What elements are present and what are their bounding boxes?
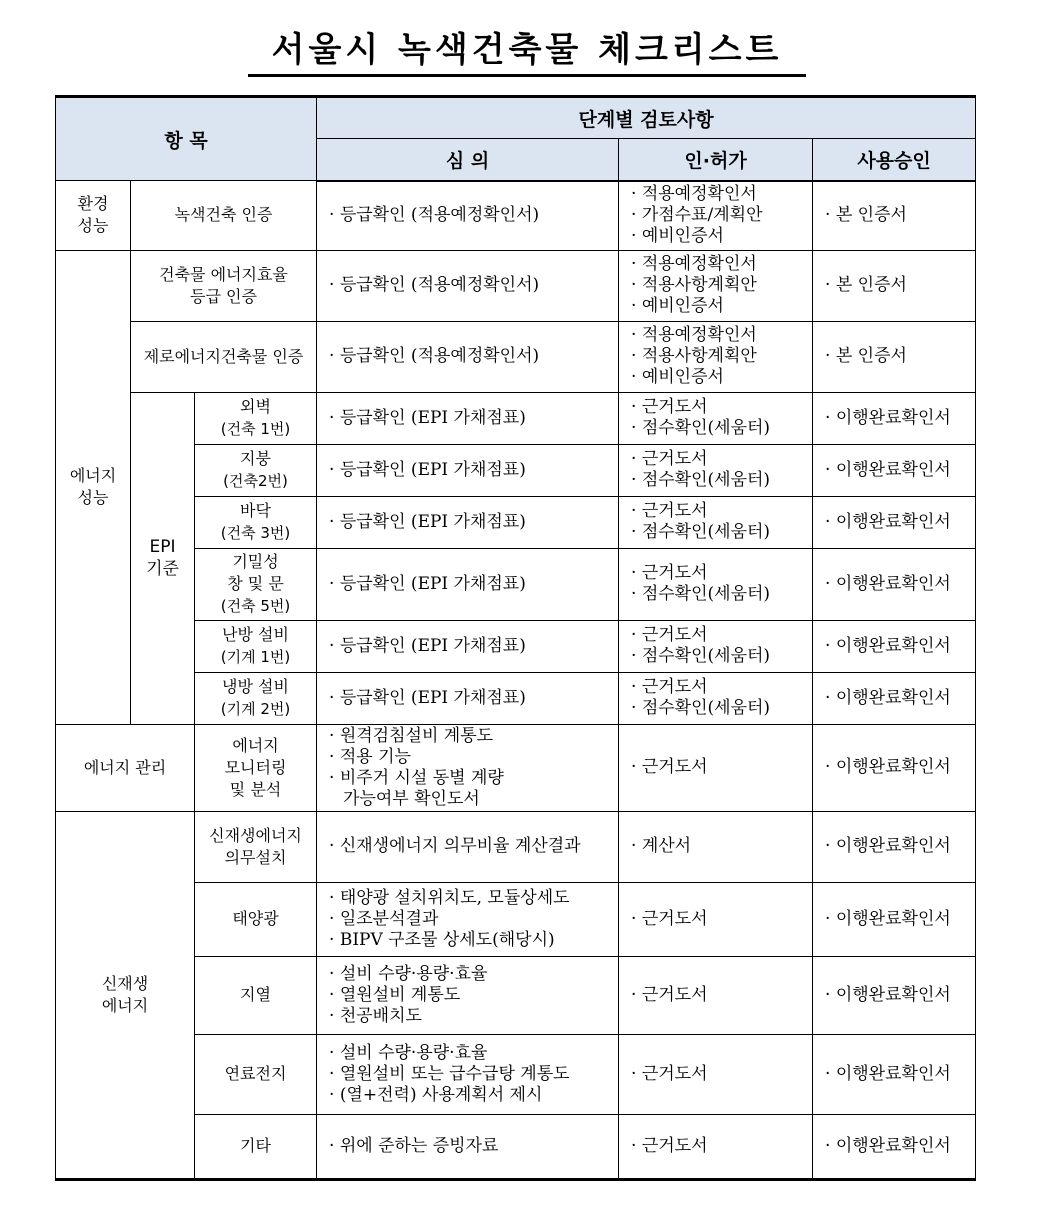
list-item: · 근거도서 [631,563,708,583]
permit-cell: · 근거도서 [619,1034,813,1114]
checklist-table [55,95,976,1181]
approval-cell: · 이행완료확인서 [813,496,976,548]
list-item: · 가점수표/계획안 [631,205,763,225]
category-line: 에너지 [69,466,117,485]
review-cell: · 등급확인 (EPI 가채점표) [317,672,619,724]
approval-cell: · 이행완료확인서 [813,392,976,444]
header-approval: 사용승인 [813,139,976,181]
item-renewable [195,1034,317,1114]
permit-cell [619,250,813,321]
list-item: · 등급확인 (적용예정확인서) [329,346,540,366]
list-item: · 예비인증서 [631,367,724,387]
header-row [56,97,976,139]
approval-cell: · 본 인증서 [813,250,976,321]
item-line: 에너지 [232,735,279,755]
list-item: · 예비인증서 [631,226,724,246]
list-item: · 점수확인(세움터) [631,470,771,490]
item-line: 지붕 [240,449,271,468]
item-line: (기계 1번) [220,648,291,666]
permit-cell [619,321,813,392]
category-line: 에너지 [101,995,149,1015]
list-item: · 점수확인(세움터) [631,646,771,666]
item-line: 기밀성 [232,552,279,571]
list-item: · 근거도서 [631,397,708,417]
approval-cell: · 이행완료확인서 [813,620,976,672]
item-renewable [195,956,317,1034]
table-row [56,321,976,392]
item-renewable [195,1114,317,1179]
review-cell: · 등급확인 (EPI 가채점표) [317,444,619,496]
review-cell [317,250,619,321]
item-line: 건축물 에너지효율 [159,264,288,284]
header-stages: 단계별 검토사항 [317,97,976,139]
review-cell: · 등급확인 (EPI 가채점표) [317,620,619,672]
item-line: 신재생에너지 [209,825,302,845]
approval-cell: · 이행완료확인서 [813,882,976,956]
item-line: (건축 1번) [220,420,291,438]
permit-cell: · 계산서 [619,811,813,882]
list-item: · 근거도서 [631,625,708,645]
item-line: (건축 5번) [220,597,291,615]
review-cell [317,181,619,251]
table-row [56,181,976,251]
category-line: 성능 [77,216,109,236]
list-item: · 신재생에너지 의무비율 계산결과 [329,836,581,856]
category-line: 신재생 [101,973,149,993]
header-permit: 인·허가 [619,139,813,181]
table-row [56,250,976,321]
list-item: · BIPV 구조물 상세도(해당시) [329,929,555,950]
item-epi [195,672,317,724]
approval-cell: · 이행완료확인서 [813,672,976,724]
category-management: 에너지 관리 [56,724,195,811]
approval-cell: · 이행완료확인서 [813,811,976,882]
list-item: 가능여부 확인도서 [343,788,480,809]
list-item: · 설비 수량·용량·효율 [329,1042,488,1063]
review-cell [317,1034,619,1114]
list-item: · 열원설비 계통도 [329,984,461,1005]
approval-cell: · 본 인증서 [813,181,976,251]
category-line: 성능 [77,488,109,507]
category-epi [131,392,195,724]
list-item: · 점수확인(세움터) [631,698,771,718]
approval-cell: · 이행완료확인서 [813,1034,976,1114]
list-item: · 점수확인(세움터) [631,522,771,542]
item-green-cert: 녹색건축 인증 [131,181,317,251]
category-line: 기준 [146,559,179,579]
review-cell [317,1114,619,1179]
list-item: · 점수확인(세움터) [631,418,771,438]
list-item: · 근거도서 [631,501,708,521]
list-item: · 적용사항계획안 [631,346,757,366]
list-item: · 적용사항계획안 [631,275,757,295]
list-item: · 적용예정확인서 [631,254,757,274]
permit-cell: · 근거도서 [619,956,813,1034]
item-renewable [195,882,317,956]
list-item: · 비주거 시설 동별 계량 [329,767,504,788]
approval-cell: · 이행완료확인서 [813,548,976,620]
item-epi [195,392,317,444]
item-line: 모니터링 [224,757,287,777]
page-title-text: 서울시 녹색건축물 체크리스트 [248,28,807,77]
review-cell [317,811,619,882]
category-line: 환경 [77,194,109,214]
permit-cell [619,620,813,672]
permit-cell: · 근거도서 [619,724,813,811]
permit-cell [619,444,813,496]
item-line: 및 분석 [229,779,282,799]
list-item: · 근거도서 [631,449,708,469]
list-item: · 원격검침설비 계통도 [329,725,494,746]
item-epi [195,444,317,496]
review-cell [317,321,619,392]
item-line: 의무설치 [224,847,287,867]
list-item: · 예비인증서 [631,296,724,316]
list-item: · 등급확인 (적용예정확인서) [329,275,540,295]
table-row [56,724,976,811]
approval-cell: · 이행완료확인서 [813,724,976,811]
list-item: · 천공배치도 [329,1005,422,1026]
permit-cell [619,548,813,620]
item-line: (건축 3번) [220,524,291,542]
item-epi [195,548,317,620]
list-item: · 적용 기능 [329,746,411,767]
item-line: (건축2번) [223,472,288,490]
approval-cell: · 이행완료확인서 [813,444,976,496]
list-item: · 적용예정확인서 [631,325,757,345]
item-monitoring [195,724,317,811]
review-cell: · 등급확인 (EPI 가채점표) [317,496,619,548]
category-env [56,181,131,251]
table-row [56,811,976,882]
page-title [0,28,1054,77]
list-item: · 설비 수량·용량·효율 [329,963,488,984]
approval-cell: · 본 인증서 [813,321,976,392]
approval-cell: · 이행완료확인서 [813,1114,976,1179]
list-item: · 위에 준하는 증빙자료 [329,1135,499,1156]
item-line: 기타 [240,1136,271,1155]
header-item: 항 목 [56,97,317,181]
item-line: 연료전지 [224,1064,287,1083]
permit-cell: · 근거도서 [619,1114,813,1179]
list-item: · 근거도서 [631,677,708,697]
item-line: 바닥 [240,501,271,520]
permit-cell [619,496,813,548]
item-zero-energy-cert: 제로에너지건축물 인증 [131,321,317,392]
permit-cell: · 근거도서 [619,882,813,956]
permit-cell [619,181,813,251]
list-item: · 열원설비 또는 급수급탕 계통도 [329,1063,570,1084]
item-epi [195,620,317,672]
item-line: 창 및 문 [227,574,284,593]
approval-cell: · 이행완료확인서 [813,956,976,1034]
list-item: · 일조분석결과 [329,908,439,929]
list-item: · 등급확인 (적용예정확인서) [329,205,540,225]
item-line: 외벽 [240,397,271,416]
review-cell [317,724,619,811]
item-line: 태양광 [232,909,279,928]
review-cell: · 등급확인 (EPI 가채점표) [317,548,619,620]
list-item: · (열+전력) 사용계획서 제시 [329,1084,543,1105]
category-renewable [56,811,195,1179]
item-efficiency-cert [131,250,317,321]
item-line: 난방 설비 [222,625,289,644]
review-cell [317,882,619,956]
item-epi [195,496,317,548]
item-line: 냉방 설비 [222,677,289,696]
category-line: EPI [149,537,176,557]
item-renewable [195,811,317,882]
item-line: (기계 2번) [220,700,291,718]
list-item: · 점수확인(세움터) [631,584,771,604]
permit-cell [619,672,813,724]
item-line: 등급 인증 [190,286,257,306]
table-row [56,392,976,444]
review-cell: · 등급확인 (EPI 가채점표) [317,392,619,444]
header-review: 심 의 [317,139,619,181]
category-energy [56,250,131,724]
permit-cell [619,392,813,444]
item-line: 지열 [240,985,271,1004]
review-cell [317,956,619,1034]
list-item: · 태양광 설치위치도, 모듈상세도 [329,887,570,908]
list-item: · 적용예정확인서 [631,184,757,204]
